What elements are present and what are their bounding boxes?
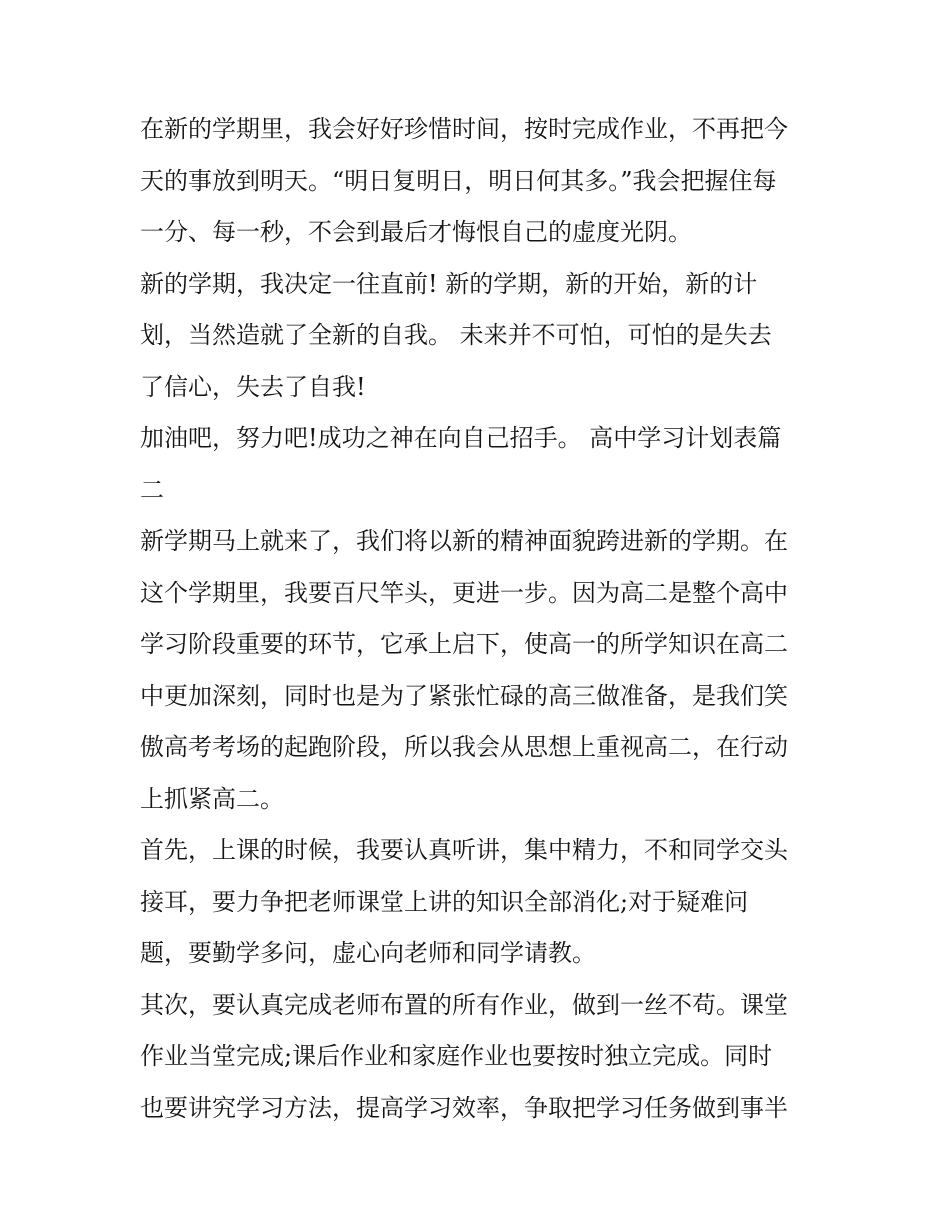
text-line: 这个学期里，我要百尺竿头，更进一步。因为高二是整个高中 <box>140 578 788 607</box>
text-line: 新的学期，我决定一往直前! 新的学期，新的开始，新的计 <box>140 269 758 298</box>
text-line: 接耳，要力争把老师课堂上讲的知识全部消化;对于疑难问 <box>140 887 749 916</box>
document-body <box>140 104 830 1134</box>
text-line: 二 <box>140 475 164 504</box>
text-line: 傲高考考场的起跑阶段，所以我会从思想上重视高二，在行动 <box>140 733 788 761</box>
text-line: 题，要勤学多问，虚心向老师和同学请教。 <box>140 939 596 967</box>
text-line: 在新的学期里，我会好好珍惜时间，按时完成作业，不再把今 <box>140 115 788 143</box>
text-line: 首先，上课的时候，我要认真听讲，集中精力，不和同学交头 <box>140 836 788 864</box>
text-line: 其次，要认真完成老师布置的所有作业，做到一丝不苟。课堂 <box>140 990 788 1019</box>
text-line: 新学期马上就来了，我们将以新的精神面貌跨进新的学期。在 <box>140 527 788 555</box>
text-line: 了信心，失去了自我! <box>140 372 366 401</box>
text-line: 划，当然造就了全新的自我。 未来并不可怕，可怕的是失去 <box>140 321 772 349</box>
text-line: 也要讲究学习方法，提高学习效率，争取把学习任务做到事半 <box>140 1093 788 1122</box>
text-line: 天的事放到明天。“明日复明日，明日何其多。”我会把握住每 <box>140 166 777 195</box>
text-line: 作业当堂完成;课后作业和家庭作业也要按时独立完成。同时 <box>140 1042 773 1070</box>
text-line: 加油吧，努力吧!成功之神在向自己招手。 高中学习计划表篇 <box>140 424 782 452</box>
text-line: 中更加深刻，同时也是为了紧张忙碌的高三做准备，是我们笑 <box>140 681 788 710</box>
text-line: 上抓紧高二。 <box>140 784 284 813</box>
text-line: 一分、每一秒，不会到最后才悔恨自己的虚度光阴。 <box>140 218 692 246</box>
text-line: 学习阶段重要的环节，它承上启下，使高一的所学知识在高二 <box>140 630 788 658</box>
